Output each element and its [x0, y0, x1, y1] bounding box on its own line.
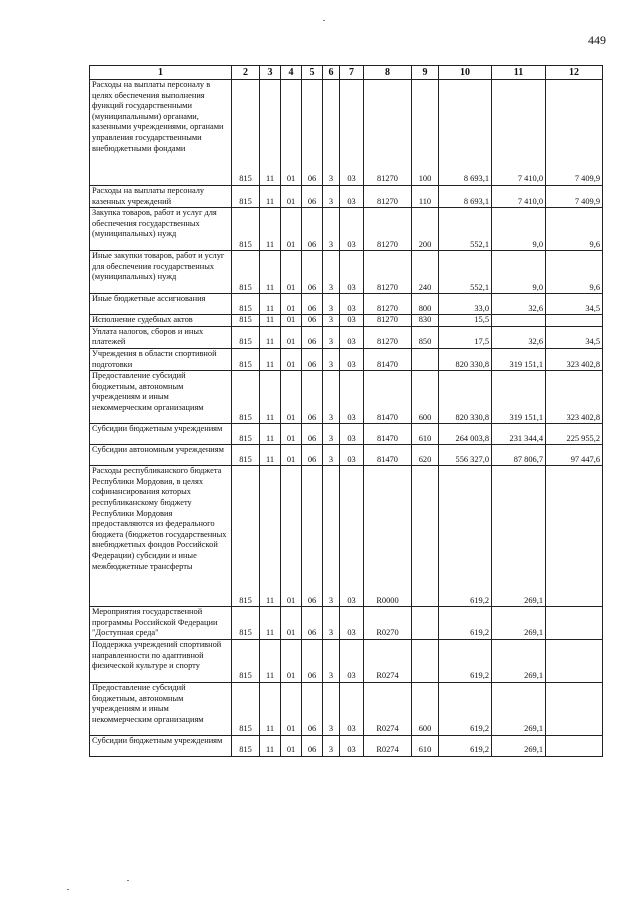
- row-name-cell: Предоставление субсидий бюджетным, автономным учреждениям и иным некоммерческим организациям: [90, 371, 232, 424]
- budget-table: [89, 65, 603, 757]
- cell-12: [546, 466, 603, 607]
- column-header: 1: [90, 66, 232, 80]
- table-row: [90, 208, 603, 251]
- cell-2: 815: [232, 424, 260, 445]
- cell-5: 06: [302, 186, 323, 208]
- cell-8: R0270: [364, 607, 412, 640]
- cell-7: 03: [340, 80, 364, 186]
- cell-9: 200: [412, 208, 439, 251]
- table-row: [90, 607, 603, 640]
- cell-11: 269,1: [492, 607, 546, 640]
- cell-11: 7 410,0: [492, 80, 546, 186]
- cell-2: 815: [232, 607, 260, 640]
- cell-5: 06: [302, 208, 323, 251]
- table-row: [90, 186, 603, 208]
- cell-4: 01: [281, 607, 302, 640]
- cell-12: [546, 682, 603, 735]
- page-number: 449: [588, 33, 606, 47]
- cell-9: 800: [412, 294, 439, 315]
- cell-10: 552,1: [439, 251, 492, 294]
- cell-7: 03: [340, 466, 364, 607]
- cell-7: 03: [340, 348, 364, 370]
- cell-5: 06: [302, 445, 323, 466]
- row-name-cell: Субсидии бюджетным учреждениям: [90, 424, 232, 445]
- cell-10: 33,0: [439, 294, 492, 315]
- cell-3: 11: [260, 466, 281, 607]
- cell-8: 81470: [364, 371, 412, 424]
- column-header: 11: [492, 66, 546, 80]
- cell-11: 269,1: [492, 682, 546, 735]
- cell-7: 03: [340, 186, 364, 208]
- cell-2: 815: [232, 294, 260, 315]
- cell-11: [492, 315, 546, 327]
- cell-9: 610: [412, 424, 439, 445]
- cell-7: 03: [340, 424, 364, 445]
- cell-6: 3: [323, 315, 340, 327]
- cell-8: 81270: [364, 251, 412, 294]
- table-row: [90, 294, 603, 315]
- cell-5: 06: [302, 735, 323, 756]
- row-name-cell: Иные бюджетные ассигнования: [90, 294, 232, 315]
- cell-2: 815: [232, 735, 260, 756]
- cell-3: 11: [260, 424, 281, 445]
- cell-9: 620: [412, 445, 439, 466]
- cell-6: 3: [323, 445, 340, 466]
- cell-3: 11: [260, 682, 281, 735]
- cell-3: 11: [260, 639, 281, 682]
- cell-5: 06: [302, 424, 323, 445]
- column-header: 10: [439, 66, 492, 80]
- cell-4: 01: [281, 639, 302, 682]
- cell-6: 3: [323, 251, 340, 294]
- cell-12: 97 447,6: [546, 445, 603, 466]
- cell-2: 815: [232, 326, 260, 348]
- cell-11: 231 344,4: [492, 424, 546, 445]
- cell-3: 11: [260, 315, 281, 327]
- cell-9: 600: [412, 371, 439, 424]
- table-row: [90, 348, 603, 370]
- cell-11: 32,6: [492, 326, 546, 348]
- cell-11: 87 806,7: [492, 445, 546, 466]
- cell-4: 01: [281, 186, 302, 208]
- cell-4: 01: [281, 80, 302, 186]
- row-name-cell: Уплата налогов, сборов и иных платежей: [90, 326, 232, 348]
- column-header: 3: [260, 66, 281, 80]
- row-name-cell: Расходы республиканского бюджета Республики Мордовия, в целях софинансирования которых республиканскому бюджету Республики Мордовия предоставляются из федерального бюджета (бюджетов государственных внебюджетных фондов Российской Федерации) субсидии и иные межбюджетные трансферты: [90, 466, 232, 607]
- cell-4: 01: [281, 294, 302, 315]
- cell-3: 11: [260, 326, 281, 348]
- cell-9: 240: [412, 251, 439, 294]
- row-name-cell: Поддержка учреждений спортивной направленности по адаптивной физической культуре и спорту: [90, 639, 232, 682]
- cell-4: 01: [281, 208, 302, 251]
- cell-3: 11: [260, 348, 281, 370]
- cell-7: 03: [340, 371, 364, 424]
- cell-4: 01: [281, 682, 302, 735]
- column-header: 6: [323, 66, 340, 80]
- scan-mark: [323, 20, 325, 21]
- cell-5: 06: [302, 80, 323, 186]
- table-body: [90, 80, 603, 757]
- column-header: 12: [546, 66, 603, 80]
- cell-2: 815: [232, 186, 260, 208]
- cell-12: 9,6: [546, 208, 603, 251]
- cell-8: R0274: [364, 682, 412, 735]
- cell-9: 600: [412, 682, 439, 735]
- scan-mark: [127, 880, 129, 881]
- cell-12: 225 955,2: [546, 424, 603, 445]
- table-row: [90, 639, 603, 682]
- cell-12: [546, 735, 603, 756]
- cell-2: 815: [232, 315, 260, 327]
- cell-4: 01: [281, 315, 302, 327]
- cell-10: 17,5: [439, 326, 492, 348]
- cell-10: 8 693,1: [439, 80, 492, 186]
- table-row: [90, 424, 603, 445]
- cell-4: 01: [281, 735, 302, 756]
- cell-7: 03: [340, 208, 364, 251]
- cell-6: 3: [323, 371, 340, 424]
- cell-5: 06: [302, 294, 323, 315]
- cell-6: 3: [323, 208, 340, 251]
- cell-6: 3: [323, 326, 340, 348]
- cell-10: 619,2: [439, 607, 492, 640]
- scan-mark: [67, 889, 69, 890]
- cell-9: [412, 466, 439, 607]
- cell-2: 815: [232, 371, 260, 424]
- cell-4: 01: [281, 445, 302, 466]
- cell-8: 81270: [364, 294, 412, 315]
- cell-2: 815: [232, 208, 260, 251]
- cell-2: 815: [232, 682, 260, 735]
- cell-4: 01: [281, 251, 302, 294]
- cell-7: 03: [340, 251, 364, 294]
- cell-4: 01: [281, 326, 302, 348]
- column-header: 2: [232, 66, 260, 80]
- row-name-cell: Исполнение судебных актов: [90, 315, 232, 327]
- column-header: 9: [412, 66, 439, 80]
- cell-12: [546, 607, 603, 640]
- cell-5: 06: [302, 348, 323, 370]
- table-row: [90, 735, 603, 756]
- cell-10: 556 327,0: [439, 445, 492, 466]
- row-name-cell: Иные закупки товаров, работ и услуг для обеспечения государственных (муниципальных) нужд: [90, 251, 232, 294]
- cell-12: [546, 315, 603, 327]
- cell-12: 34,5: [546, 326, 603, 348]
- cell-2: 815: [232, 251, 260, 294]
- cell-5: 06: [302, 466, 323, 607]
- cell-3: 11: [260, 251, 281, 294]
- cell-12: [546, 639, 603, 682]
- cell-11: 319 151,1: [492, 348, 546, 370]
- cell-8: 81270: [364, 326, 412, 348]
- cell-8: R0000: [364, 466, 412, 607]
- table-row: [90, 251, 603, 294]
- row-name-cell: Расходы на выплаты персоналу в целях обеспечения выполнения функций государственными (муниципальными) органами, казенными учреждениями, органами управления государственными внебюджетными фондами: [90, 80, 232, 186]
- cell-8: 81470: [364, 445, 412, 466]
- cell-11: 269,1: [492, 639, 546, 682]
- cell-8: 81270: [364, 208, 412, 251]
- cell-11: 7 410,0: [492, 186, 546, 208]
- cell-5: 06: [302, 251, 323, 294]
- cell-9: 100: [412, 80, 439, 186]
- cell-6: 3: [323, 294, 340, 315]
- cell-9: 610: [412, 735, 439, 756]
- row-name-cell: Субсидии бюджетным учреждениям: [90, 735, 232, 756]
- table-row: [90, 326, 603, 348]
- cell-12: 7 409,9: [546, 80, 603, 186]
- cell-10: 820 330,8: [439, 348, 492, 370]
- cell-4: 01: [281, 348, 302, 370]
- cell-4: 01: [281, 424, 302, 445]
- column-header: 8: [364, 66, 412, 80]
- cell-8: 81470: [364, 348, 412, 370]
- cell-9: [412, 639, 439, 682]
- column-header: 4: [281, 66, 302, 80]
- cell-6: 3: [323, 80, 340, 186]
- cell-7: 03: [340, 607, 364, 640]
- column-header: 7: [340, 66, 364, 80]
- cell-10: 619,2: [439, 639, 492, 682]
- cell-10: 8 693,1: [439, 186, 492, 208]
- cell-9: 830: [412, 315, 439, 327]
- table-row: [90, 371, 603, 424]
- cell-6: 3: [323, 186, 340, 208]
- cell-2: 815: [232, 348, 260, 370]
- cell-11: 269,1: [492, 466, 546, 607]
- table-row: [90, 466, 603, 607]
- cell-12: 7 409,9: [546, 186, 603, 208]
- cell-7: 03: [340, 326, 364, 348]
- cell-3: 11: [260, 445, 281, 466]
- cell-11: 9,0: [492, 251, 546, 294]
- cell-2: 815: [232, 639, 260, 682]
- cell-8: 81270: [364, 315, 412, 327]
- table-row: [90, 315, 603, 327]
- cell-10: 820 330,8: [439, 371, 492, 424]
- cell-10: 619,2: [439, 735, 492, 756]
- cell-9: [412, 348, 439, 370]
- row-name-cell: Мероприятия государственной программы Российской Федерации "Доступная среда": [90, 607, 232, 640]
- row-name-cell: Закупка товаров, работ и услуг для обеспечения государственных (муниципальных) нужд: [90, 208, 232, 251]
- cell-7: 03: [340, 639, 364, 682]
- cell-9: [412, 607, 439, 640]
- cell-8: 81270: [364, 186, 412, 208]
- cell-6: 3: [323, 682, 340, 735]
- cell-5: 06: [302, 639, 323, 682]
- cell-3: 11: [260, 735, 281, 756]
- cell-7: 03: [340, 735, 364, 756]
- cell-3: 11: [260, 186, 281, 208]
- cell-5: 06: [302, 326, 323, 348]
- cell-7: 03: [340, 682, 364, 735]
- cell-10: 15,5: [439, 315, 492, 327]
- cell-3: 11: [260, 294, 281, 315]
- cell-6: 3: [323, 348, 340, 370]
- cell-8: 81270: [364, 80, 412, 186]
- cell-6: 3: [323, 466, 340, 607]
- cell-5: 06: [302, 315, 323, 327]
- cell-9: 110: [412, 186, 439, 208]
- cell-2: 815: [232, 80, 260, 186]
- cell-10: 619,2: [439, 682, 492, 735]
- cell-12: 34,5: [546, 294, 603, 315]
- cell-7: 03: [340, 294, 364, 315]
- cell-6: 3: [323, 735, 340, 756]
- cell-3: 11: [260, 371, 281, 424]
- cell-8: R0274: [364, 735, 412, 756]
- cell-10: 552,1: [439, 208, 492, 251]
- table-row: [90, 445, 603, 466]
- cell-4: 01: [281, 466, 302, 607]
- row-name-cell: Учреждения в области спортивной подготовки: [90, 348, 232, 370]
- cell-11: 9,0: [492, 208, 546, 251]
- cell-4: 01: [281, 371, 302, 424]
- row-name-cell: Расходы на выплаты персоналу казенных учреждений: [90, 186, 232, 208]
- cell-11: 32,6: [492, 294, 546, 315]
- cell-12: 323 402,8: [546, 371, 603, 424]
- cell-12: 9,6: [546, 251, 603, 294]
- cell-6: 3: [323, 639, 340, 682]
- header-row: [90, 66, 603, 80]
- cell-7: 03: [340, 315, 364, 327]
- cell-5: 06: [302, 607, 323, 640]
- cell-11: 319 151,1: [492, 371, 546, 424]
- cell-5: 06: [302, 682, 323, 735]
- column-header: 5: [302, 66, 323, 80]
- cell-10: 619,2: [439, 466, 492, 607]
- table-row: [90, 682, 603, 735]
- cell-5: 06: [302, 371, 323, 424]
- cell-8: 81470: [364, 424, 412, 445]
- row-name-cell: Субсидии автономным учреждениям: [90, 445, 232, 466]
- cell-10: 264 003,8: [439, 424, 492, 445]
- row-name-cell: Предоставление субсидий бюджетным, автономным учреждениям и иным некоммерческим организациям: [90, 682, 232, 735]
- cell-11: 269,1: [492, 735, 546, 756]
- cell-3: 11: [260, 208, 281, 251]
- cell-7: 03: [340, 445, 364, 466]
- cell-12: 323 402,8: [546, 348, 603, 370]
- cell-9: 850: [412, 326, 439, 348]
- cell-3: 11: [260, 607, 281, 640]
- cell-6: 3: [323, 424, 340, 445]
- cell-6: 3: [323, 607, 340, 640]
- table-row: [90, 80, 603, 186]
- cell-2: 815: [232, 466, 260, 607]
- cell-2: 815: [232, 445, 260, 466]
- cell-3: 11: [260, 80, 281, 186]
- cell-8: R0274: [364, 639, 412, 682]
